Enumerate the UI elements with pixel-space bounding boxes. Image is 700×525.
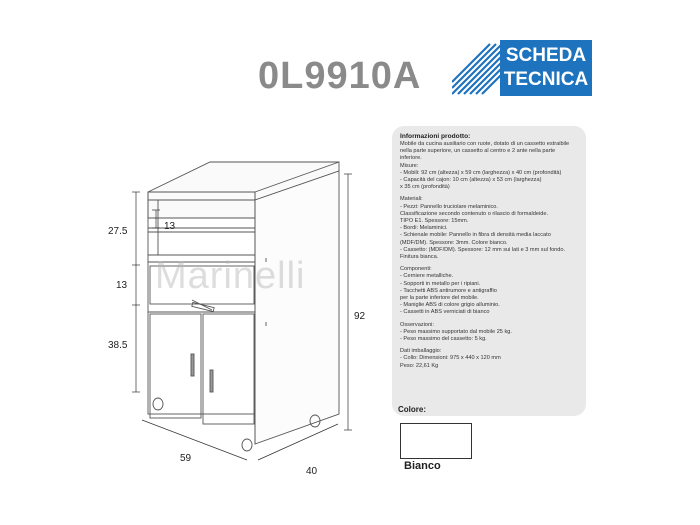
dim-height: 92: [354, 311, 366, 322]
info-line: TIPO E1. Spessore: 15mm.: [400, 218, 469, 225]
info-line: - Cassetto: (MDF/DM). Spessore: 12 mm sui lati e 3 mm sul fondo.: [400, 246, 566, 253]
info-heading: Informazioni prodotto:: [400, 133, 471, 140]
info-line: per la parte inferiore del mobile.: [400, 295, 479, 302]
badge-line2: TECNICA: [503, 69, 589, 90]
dim-depth: 40: [306, 466, 318, 477]
colore-label: Colore:: [398, 405, 426, 414]
info-line: nella parte superiore, un cassetto al centro e 2 ante nella parte inferiore.: [400, 148, 556, 162]
dim-width: 59: [180, 453, 192, 464]
info-line: - Peso massimo del cassetto: 5 kg.: [400, 336, 487, 343]
product-info-box: [392, 126, 586, 416]
product-code: 0L9910A: [258, 55, 422, 97]
info-line: (MDF/DM). Spessore: 3mm. Colore bianco.: [400, 239, 508, 246]
info-line: - Maniglie ABS di colore grigio alluminio.: [400, 302, 500, 309]
dim-top-section: 27.5: [108, 226, 128, 237]
color-name: Bianco: [404, 460, 441, 472]
info-line: Finitura bianca.: [400, 254, 439, 261]
watermark-text-left: Marinelli: [155, 255, 306, 297]
info-line: Mobile da cucina ausiliario con ruote, dotato di un cassetto estraibile: [400, 141, 570, 147]
info-line: Misure:: [400, 162, 419, 169]
info-line: - Pezzi: Pannello truciolare melaminico.: [400, 203, 498, 210]
info-line: - Tacchetti ABS antirumore e antigraffio: [400, 287, 497, 294]
info-line: - Capacità del cajon: 10 cm (altezza) x 53 cm (larghezza): [400, 177, 542, 184]
info-line: Peso: 22,61 Kg: [400, 362, 439, 369]
info-line: - Peso massimo supportato dal mobile 25 kg.: [400, 328, 512, 335]
info-line: x 35 cm (profondità): [400, 184, 450, 191]
badge-line1: SCHEDA: [505, 45, 587, 66]
info-line: Dati imballaggio:: [400, 348, 442, 355]
info-line: - Collo: Dimensioni: 975 x 440 x 120 mm: [400, 355, 501, 362]
info-line: Componenti:: [400, 266, 432, 273]
info-line: - Schienale mobile: Pannello in fibra di densità media laccato: [400, 232, 551, 239]
info-line: - Cerniere metalliche.: [400, 273, 454, 280]
info-line: - Sopporti in metallo per i ripiani.: [400, 280, 481, 287]
info-line: Classificazione secondo contenuto o rilascio di formaldeide.: [400, 210, 549, 217]
dim-bottom-section: 38.5: [108, 340, 128, 351]
dim-drawer: 13: [116, 280, 128, 291]
info-line: - Cassetti in ABS verniciati di bianco: [400, 309, 490, 316]
info-line: Osservazioni:: [400, 321, 434, 328]
info-line: Materiali:: [400, 196, 423, 203]
dim-shelf-gap: 13: [164, 221, 176, 232]
info-line: - Mobili: 92 cm (altezza) x 59 cm (larghezza) x 40 cm (profondità): [400, 169, 562, 176]
info-line: - Bordi: Melaminici.: [400, 225, 448, 232]
color-swatch: [400, 423, 472, 459]
